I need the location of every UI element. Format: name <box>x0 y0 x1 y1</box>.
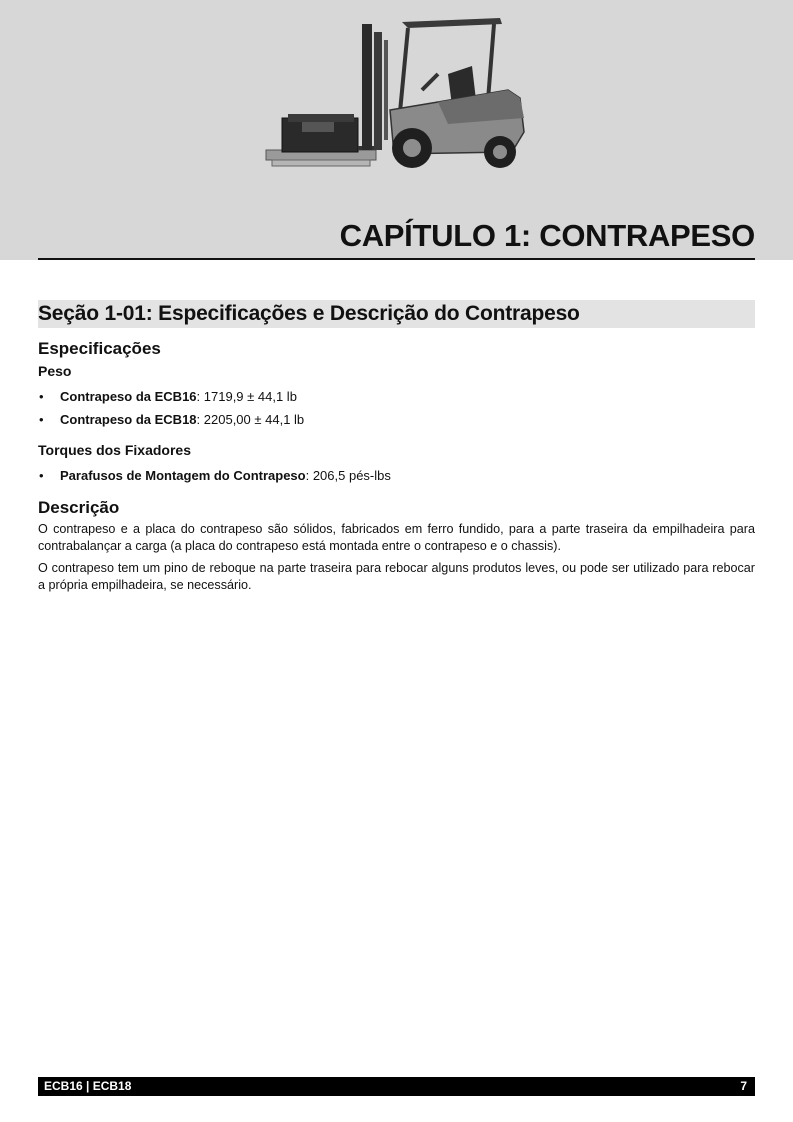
list-item <box>38 464 755 487</box>
spec-value: : 206,5 pés-lbs <box>305 468 391 483</box>
header-rule <box>38 258 755 260</box>
fastener-torques-heading: Torques dos Fixadores <box>38 442 191 458</box>
bullet-icon: • <box>39 468 44 483</box>
spec-label: Contrapeso da ECB16 <box>60 389 197 404</box>
list-item <box>38 408 755 431</box>
chapter-header-band <box>0 0 793 260</box>
weight-list <box>38 385 755 431</box>
specifications-heading: Especificações <box>38 339 161 358</box>
description-paragraph: O contrapeso e a placa do contrapeso são sólidos, fabricados em ferro fundido, para a parte traseira da empilhadeira para contrabalançar a carga (a placa do contrapeso está montada entre o contrapeso e o chassis). <box>38 522 755 553</box>
spec-value: : 2205,00 ± 44,1 lb <box>196 412 305 427</box>
description-heading: Descrição <box>38 498 120 517</box>
spec-label: Contrapeso da ECB18 <box>60 412 197 427</box>
bullet-icon: • <box>39 389 44 404</box>
chapter-title: CAPÍTULO 1: CONTRAPESO <box>339 218 755 253</box>
forklift-illustration <box>262 14 532 176</box>
section-title: Seção 1-01: Especificações e Descrição do Contrapeso <box>38 300 755 328</box>
spec-value: : 1719,9 ± 44,1 lb <box>196 389 297 404</box>
fastener-torques-list <box>38 464 755 487</box>
bullet-icon: • <box>39 412 44 427</box>
page-number: 7 <box>740 1079 747 1093</box>
list-item <box>38 385 755 408</box>
weight-heading: Peso <box>38 363 72 379</box>
description-paragraph: O contrapeso tem um pino de reboque na parte traseira para rebocar alguns produtos leves, ou pode ser utilizado para rebocar a própria empilhadeira, se necessário. <box>38 561 755 592</box>
spec-label: Parafusos de Montagem do Contrapeso <box>60 468 306 483</box>
page-footer <box>38 1077 755 1096</box>
footer-models: ECB16 | ECB18 <box>44 1079 132 1093</box>
page-content <box>38 300 755 599</box>
